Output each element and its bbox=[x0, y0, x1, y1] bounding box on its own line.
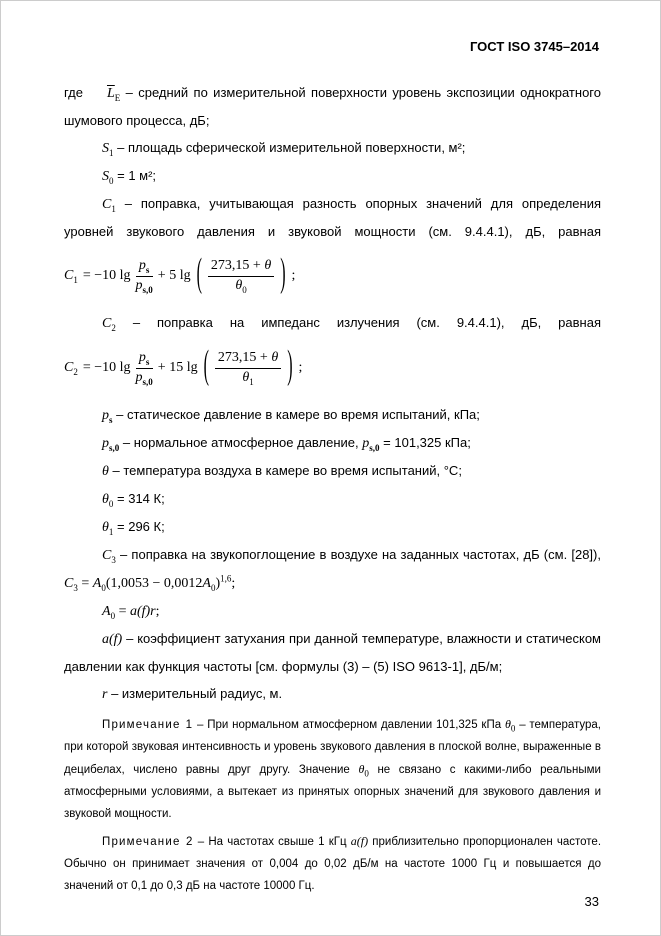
formula-lhs: $C_1$ bbox=[64, 267, 78, 285]
formula-a0-inline: $A_0 = a(f)r$; bbox=[102, 604, 160, 621]
symbol-theta0-inline: $\theta_0$ bbox=[504, 717, 516, 734]
fraction-pressure: $\frac{p_s}{p_{s,0}}$ bbox=[135, 350, 153, 387]
formula-end: ; bbox=[298, 359, 303, 375]
symbol-theta: θ bbox=[102, 464, 109, 479]
symbol-ps0-value: $p_{s,0}$ bbox=[362, 436, 380, 453]
note-2 bbox=[64, 830, 601, 897]
symbol-c1: $C_1$ bbox=[102, 197, 116, 214]
definition-r bbox=[64, 680, 601, 708]
definition-text: – поправка на импеданс излучения (см. 9.4.4.1), дБ, равная bbox=[132, 315, 601, 330]
definition-c3 bbox=[64, 541, 601, 597]
definition-text: – нормальное атмосферное давление, bbox=[122, 435, 359, 450]
definition-text: – площадь сферической измерительной поверхности, м²; bbox=[117, 140, 466, 155]
definition-theta1 bbox=[64, 513, 601, 541]
symbol-s1: $S_1$ bbox=[102, 141, 114, 158]
definition-value: = 101,325 кПа; bbox=[383, 435, 471, 450]
definition-af bbox=[64, 625, 601, 680]
left-paren: ( bbox=[196, 253, 202, 296]
formula-c3-inline: $C_3 = A_0(1,0053 - 0,0012A_0)^{1,6}$; bbox=[64, 573, 236, 593]
symbol-ps0: $p_{s,0}$ bbox=[102, 436, 120, 453]
symbol-theta1: $\theta_1$ bbox=[102, 520, 114, 537]
note-text: При нормальном атмосферном давлении 101,325 кПа bbox=[207, 719, 502, 731]
note-text: – температура, при которой звуковая интенсивность и уровень звукового давления в плоской волне, выраженные в децибелах, числено равны друг другу. Значение bbox=[64, 719, 602, 776]
note-dash: – bbox=[197, 836, 205, 848]
definition-text: – коэффициент затухания при данной температуре, влажности и статическом давлении как функция частоты [см. формулы (3) – (5) ISO 9613-1], дБ/м; bbox=[64, 631, 601, 674]
symbol-c2: $C_2$ bbox=[102, 316, 116, 333]
page-number: 33 bbox=[584, 894, 599, 909]
symbol-theta0: $\theta_0$ bbox=[102, 492, 114, 509]
symbol-af-inline: a(f) bbox=[350, 834, 369, 848]
definition-text: – температура воздуха в камере во время испытаний, °С; bbox=[112, 463, 462, 478]
formula-op: = −10 lg bbox=[82, 267, 131, 283]
note-label: Примечание 2 bbox=[102, 836, 194, 848]
definition-text: – поправка на звукопоглощение в воздухе на заданных частотах, дБ (см. [28]), bbox=[120, 547, 601, 562]
note-1 bbox=[64, 713, 601, 825]
definition-ps bbox=[64, 401, 601, 429]
formula-lhs: $C_2$ bbox=[64, 359, 78, 377]
definition-theta0 bbox=[64, 485, 601, 513]
formula-end: ; bbox=[291, 267, 296, 283]
symbol-s0: $S_0$ bbox=[102, 169, 114, 186]
definition-a0 bbox=[64, 597, 601, 625]
formula-op: + 15 lg bbox=[157, 359, 198, 375]
definition-ps0 bbox=[64, 429, 601, 457]
definition-s1 bbox=[64, 134, 601, 162]
symbol-le: $\overline{L}_E$ bbox=[106, 86, 121, 103]
right-paren: ) bbox=[287, 345, 293, 388]
definition-text: – поправка, учитывающая разность опорных значений для определения уровней звукового давления и звуковой мощности (см. 9.4.4.1), дБ, равная bbox=[64, 196, 601, 239]
definition-text: – измерительный радиус, м. bbox=[111, 686, 283, 701]
symbol-ps: $p_s$ bbox=[102, 408, 113, 425]
definition-s0 bbox=[64, 162, 601, 190]
fraction-pressure: $\frac{p_s}{p_{s,0}}$ bbox=[135, 258, 153, 295]
right-paren: ) bbox=[280, 253, 286, 296]
definition-c1 bbox=[64, 190, 601, 245]
formula-c2 bbox=[64, 344, 601, 392]
symbol-af: a(f) bbox=[102, 632, 123, 647]
definition-text: = 1 м²; bbox=[117, 168, 157, 183]
symbol-theta0-inline: $\theta_0$ bbox=[358, 762, 369, 779]
doc-code: ГОСТ ISO 3745–2014 bbox=[469, 39, 599, 54]
note-dash: – bbox=[197, 719, 204, 731]
page-header bbox=[470, 39, 599, 54]
symbol-c3: $C_3$ bbox=[102, 548, 116, 565]
formula-c1 bbox=[64, 252, 601, 300]
note-text: не связано с какими-либо реальными атмосферными условиями, а вытекает из принятых опорных значений для звукового давления и звуковой мощности. bbox=[64, 764, 601, 820]
left-paren: ( bbox=[203, 345, 209, 388]
definition-text: – статическое давление в камере во время испытаний, кПа; bbox=[116, 407, 480, 422]
note-text: приблизительно пропорционален частоте. Обычно он принимает значения от 0,004 до 0,02 дБ/м на частоте 1000 Гц и повышается до значений от 0,1 до 0,3 дБ на частоте 10000 Гц. bbox=[64, 836, 602, 892]
definition-c2 bbox=[64, 309, 601, 337]
definition-le bbox=[64, 79, 601, 134]
note-label: Примечание 1 bbox=[102, 719, 194, 731]
page-content bbox=[64, 79, 601, 897]
fraction-temperature: $\frac{273,15 + \theta}{\theta_0}$ bbox=[208, 258, 274, 293]
where-label: где bbox=[64, 85, 83, 100]
symbol-r: r bbox=[102, 687, 108, 702]
fraction-temperature: $\frac{273,15 + \theta}{\theta_1}$ bbox=[215, 350, 281, 385]
definition-theta bbox=[64, 457, 601, 485]
note-text: На частотах свыше 1 кГц bbox=[208, 836, 347, 848]
formula-op: = −10 lg bbox=[82, 359, 131, 375]
formula-op: + 5 lg bbox=[157, 267, 191, 283]
definition-text: – средний по измерительной поверхности уровень экспозиции однократного шумового процесса, дБ; bbox=[64, 85, 601, 128]
definition-text: = 296 К; bbox=[117, 519, 165, 534]
definition-text: = 314 К; bbox=[117, 491, 165, 506]
